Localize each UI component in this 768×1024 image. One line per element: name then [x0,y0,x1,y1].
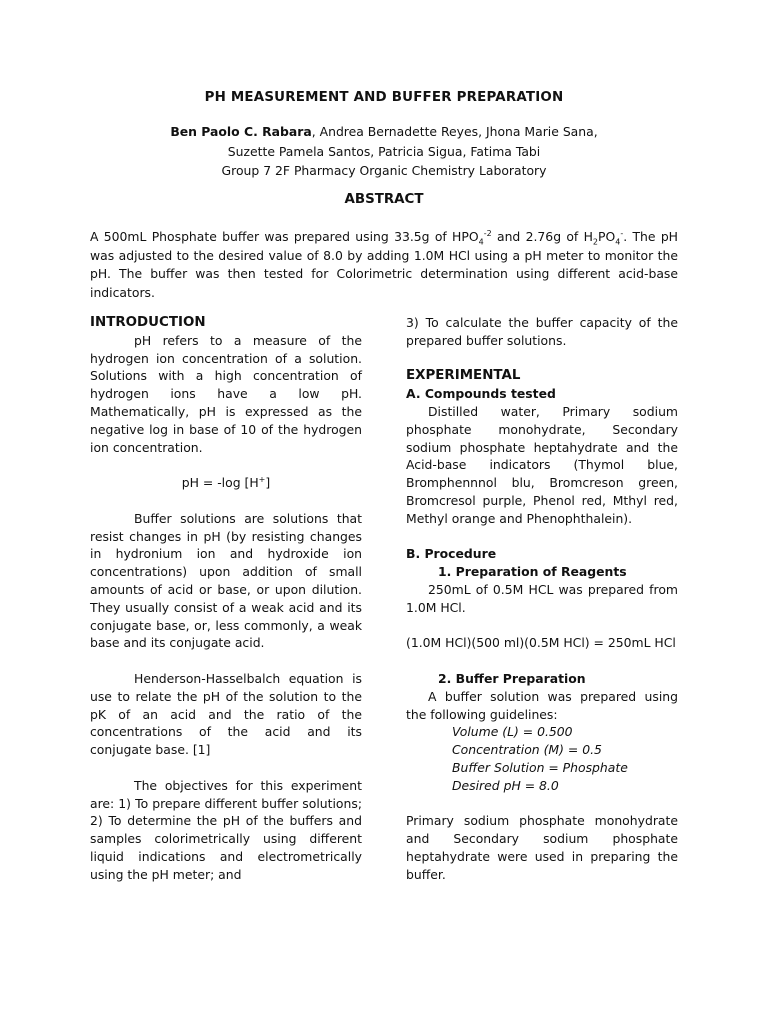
compounds-text: Distilled water, Primary sodium phosphate monohydrate, Secondary sodium phosphate heptahydrate and the Acid-base indicators (Thymol blue, Bromphennnol blu, Bromcreson green, Bromcresol purple, Phenol red, Mthyl red, Methyl orange and Phenophthalein). [406,403,678,526]
co-authors: , Andrea Bernadette Reyes, Jhona Marie Sana, [311,124,598,139]
author-block [0,122,768,181]
reagents-text: 250mL of 0.5M HCL was prepared from 1.0M HCl. [406,581,678,615]
reagents-calculation: (1.0M HCl)(500 ml)(0.5M HCl) = 250mL HCl [406,635,676,651]
buffer-final-text: Primary sodium phosphate monohydrate and Secondary sodium phosphate heptahydrate were used in preparing the buffer. [406,813,678,882]
guideline-volume: Volume (L) = 0.500 [452,724,573,740]
paper-title: PH MEASUREMENT AND BUFFER PREPARATION [204,90,564,105]
author-line-1 [0,122,768,142]
introduction-heading: INTRODUCTION [90,315,206,330]
lead-author: Ben Paolo C. Rabara [170,124,312,139]
right-column [406,314,678,884]
guideline-concentration: Concentration (M) = 0.5 [452,742,602,758]
intro-paragraph-2: Buffer solutions are solutions that resist changes in pH (by resisting changes in hydronium ion and hydroxide ion concentrations) upon addition of small amounts of acid or base, or upon dilution. They usually consist of a weak acid and its conjugate base, or, less commonly, a weak base and its conjugate acid. [90,510,362,651]
compounds-heading: A. Compounds tested [406,386,556,402]
intro-paragraph-1: pH refers to a measure of the hydrogen ion concentration of a solution. Solutions with a high concentration of hydrogen ions have a low pH. Mathematically, pH is expressed as the negative log in base of 10 of the hydrogen ion concentration. [90,332,362,455]
experimental-heading: EXPERIMENTAL [406,368,521,384]
reagents-heading: 1. Preparation of Reagents [438,564,627,580]
author-line-2: Suzette Pamela Santos, Patricia Sigua, Fatima Tabi [227,143,541,159]
buffer-prep-heading: 2. Buffer Preparation [438,670,586,686]
abstract-text: A 500mL Phosphate buffer was prepared using 33.5g of $HPO_4^{-2}$ and 2.76g of $H_2PO_4^-$. The pH was adjusted to the desired value of 8.0 by adding 1.0M HCl using a pH meter to monitor the pH. The buffer was then tested for Colorimetric determination using different acid-base indicators. [90,228,679,300]
left-column [90,314,362,884]
affiliation: Group 7 2F Pharmacy Organic Chemistry Laboratory [221,163,547,178]
intro-paragraph-4: The objectives for this experiment are: 1) To prepare different buffer solutions; 2) To determine the pH of the buffers and samples colorimetrically using different liquid indications and electrometrically using the pH meter; and [90,777,362,882]
procedure-heading: B. Procedure [406,546,497,562]
buffer-prep-text: A buffer solution was prepared using the following guidelines: [406,688,678,722]
abstract-heading: ABSTRACT [344,192,424,207]
guideline-buffer-solution: Buffer Solution = Phosphate [452,759,628,775]
objective-3: 3) To calculate the buffer capacity of the prepared buffer solutions. [406,315,678,348]
ph-formula: pH = -log [H+] [181,475,271,491]
intro-paragraph-3: Henderson-Hasselbalch equation is use to relate the pH of the solution to the pK of an acid and the ratio of the concentrations of the acid and its conjugate base. [1] [90,670,362,758]
guideline-desired-ph: Desired pH = 8.0 [452,777,559,793]
